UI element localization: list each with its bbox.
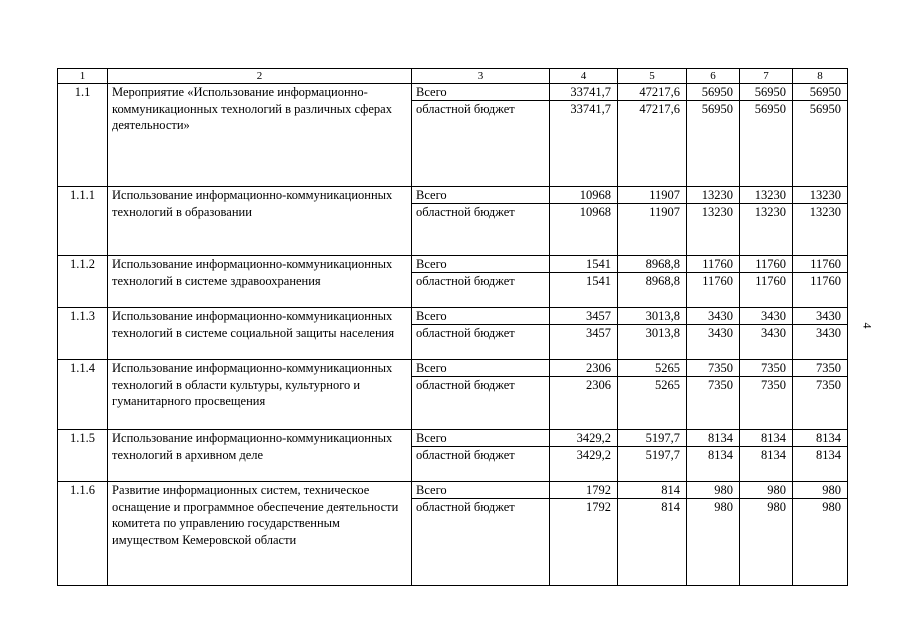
header-cell: 2 [108, 69, 412, 84]
source-regional-budget-label: областной бюджет [416, 102, 515, 116]
table-row [58, 187, 848, 256]
value-total: 980 [793, 482, 847, 499]
value-total: 8134 [793, 430, 847, 447]
header-cell: 5 [618, 69, 687, 84]
value-regional-budget: 7350 [708, 378, 733, 392]
value-total: 8134 [687, 430, 739, 447]
row-code: 1.1 [58, 84, 108, 187]
row-activity-name: Использование информационно-коммуникационных технологий в образовании [108, 187, 412, 256]
row-activity-name: Развитие информационных систем, техническое оснащение и программное обеспечение деятельности комитета по управлению государственным имуществом Кемеровской области [108, 482, 412, 586]
value-total: 3457 [550, 308, 617, 325]
value-regional-budget: 3429,2 [576, 448, 611, 462]
source-regional-budget-label: областной бюджет [416, 205, 515, 219]
page-number: 4 [860, 322, 875, 329]
source-total-label: Всего [412, 256, 549, 273]
value-regional-budget: 8134 [761, 448, 786, 462]
header-cell: 7 [740, 69, 793, 84]
row-funding-sources [412, 360, 550, 430]
source-regional-budget-label: областной бюджет [416, 274, 515, 288]
value-total: 13230 [740, 187, 792, 204]
value-column-8 [793, 308, 848, 360]
value-regional-budget: 7350 [761, 378, 786, 392]
value-column-8 [793, 84, 848, 187]
value-regional-budget: 8968,8 [645, 274, 680, 288]
value-regional-budget: 3430 [816, 326, 841, 340]
value-regional-budget: 7350 [816, 378, 841, 392]
row-code: 1.1.3 [58, 308, 108, 360]
value-column-5 [618, 187, 687, 256]
value-regional-budget: 56950 [701, 102, 733, 116]
source-total-label: Всего [412, 430, 549, 447]
table-row [58, 430, 848, 482]
value-regional-budget: 980 [822, 500, 841, 514]
value-regional-budget: 980 [714, 500, 733, 514]
source-total-label: Всего [412, 84, 549, 101]
value-column-4 [550, 84, 618, 187]
source-regional-budget-label: областной бюджет [416, 448, 515, 462]
value-total: 1792 [550, 482, 617, 499]
value-regional-budget: 56950 [809, 102, 841, 116]
row-activity-name: Мероприятие «Использование информационно-коммуникационных технологий в различных сферах деятельности» [108, 84, 412, 187]
value-regional-budget: 814 [661, 500, 680, 514]
value-column-7 [740, 430, 793, 482]
source-total-label: Всего [412, 187, 549, 204]
header-cell: 3 [412, 69, 550, 84]
value-column-7 [740, 84, 793, 187]
value-column-7 [740, 482, 793, 586]
value-column-8 [793, 360, 848, 430]
source-regional-budget-label: областной бюджет [416, 378, 515, 392]
value-regional-budget: 8134 [816, 448, 841, 462]
value-column-5 [618, 430, 687, 482]
value-total: 13230 [687, 187, 739, 204]
value-regional-budget: 3013,8 [645, 326, 680, 340]
value-total: 7350 [793, 360, 847, 377]
value-column-5 [618, 360, 687, 430]
value-column-6 [687, 256, 740, 308]
table-row [58, 256, 848, 308]
table-row [58, 360, 848, 430]
row-code: 1.1.1 [58, 187, 108, 256]
row-funding-sources [412, 482, 550, 586]
value-regional-budget: 1541 [586, 274, 611, 288]
value-total: 7350 [687, 360, 739, 377]
value-total: 3429,2 [550, 430, 617, 447]
value-regional-budget: 3430 [761, 326, 786, 340]
row-funding-sources [412, 84, 550, 187]
value-total: 33741,7 [550, 84, 617, 101]
header-cell: 8 [793, 69, 848, 84]
value-column-7 [740, 187, 793, 256]
source-regional-budget-label: областной бюджет [416, 326, 515, 340]
value-total: 7350 [740, 360, 792, 377]
value-regional-budget: 3430 [708, 326, 733, 340]
value-column-8 [793, 256, 848, 308]
budget-table [57, 68, 848, 586]
row-funding-sources [412, 308, 550, 360]
table-row [58, 84, 848, 187]
value-total: 5197,7 [618, 430, 686, 447]
value-regional-budget: 11907 [649, 205, 680, 219]
row-activity-name: Использование информационно-коммуникационных технологий в системе здравоохранения [108, 256, 412, 308]
value-total: 56950 [740, 84, 792, 101]
value-column-6 [687, 360, 740, 430]
row-code: 1.1.6 [58, 482, 108, 586]
value-column-8 [793, 430, 848, 482]
value-total: 11907 [618, 187, 686, 204]
value-column-4 [550, 482, 618, 586]
value-regional-budget: 33741,7 [570, 102, 611, 116]
value-column-8 [793, 482, 848, 586]
value-regional-budget: 13230 [754, 205, 786, 219]
value-total: 13230 [793, 187, 847, 204]
value-column-8 [793, 187, 848, 256]
row-activity-name: Использование информационно-коммуникационных технологий в архивном деле [108, 430, 412, 482]
value-column-4 [550, 256, 618, 308]
value-regional-budget: 13230 [809, 205, 841, 219]
value-total: 3430 [687, 308, 739, 325]
value-total: 8968,8 [618, 256, 686, 273]
source-total-label: Всего [412, 360, 549, 377]
value-total: 11760 [740, 256, 792, 273]
value-column-6 [687, 482, 740, 586]
value-regional-budget: 13230 [701, 205, 733, 219]
value-total: 10968 [550, 187, 617, 204]
value-regional-budget: 3457 [586, 326, 611, 340]
row-activity-name: Использование информационно-коммуникационных технологий в области культуры, культурного и гуманитарного просвещения [108, 360, 412, 430]
value-column-7 [740, 256, 793, 308]
value-total: 5265 [618, 360, 686, 377]
value-total: 980 [687, 482, 739, 499]
value-column-7 [740, 360, 793, 430]
row-code: 1.1.4 [58, 360, 108, 430]
header-cell: 6 [687, 69, 740, 84]
value-total: 8134 [740, 430, 792, 447]
value-total: 1541 [550, 256, 617, 273]
value-regional-budget: 10968 [579, 205, 611, 219]
value-column-4 [550, 360, 618, 430]
value-total: 3430 [793, 308, 847, 325]
value-regional-budget: 11760 [702, 274, 733, 288]
source-total-label: Всего [412, 482, 549, 499]
source-regional-budget-label: областной бюджет [416, 500, 515, 514]
row-funding-sources [412, 256, 550, 308]
value-column-6 [687, 84, 740, 187]
row-code: 1.1.5 [58, 430, 108, 482]
value-total: 814 [618, 482, 686, 499]
header-cell: 4 [550, 69, 618, 84]
value-column-4 [550, 430, 618, 482]
value-regional-budget: 5265 [655, 378, 680, 392]
value-column-6 [687, 187, 740, 256]
value-column-5 [618, 308, 687, 360]
row-code: 1.1.2 [58, 256, 108, 308]
value-regional-budget: 8134 [708, 448, 733, 462]
table-row [58, 308, 848, 360]
value-column-5 [618, 256, 687, 308]
value-regional-budget: 47217,6 [639, 102, 680, 116]
value-regional-budget: 11760 [810, 274, 841, 288]
table-row [58, 482, 848, 586]
value-regional-budget: 11760 [755, 274, 786, 288]
value-column-6 [687, 308, 740, 360]
value-column-4 [550, 308, 618, 360]
value-column-5 [618, 482, 687, 586]
value-total: 980 [740, 482, 792, 499]
value-regional-budget: 5197,7 [645, 448, 680, 462]
value-column-6 [687, 430, 740, 482]
row-funding-sources [412, 187, 550, 256]
value-total: 56950 [687, 84, 739, 101]
value-total: 56950 [793, 84, 847, 101]
value-total: 3430 [740, 308, 792, 325]
table-header-row [58, 69, 848, 84]
row-activity-name: Использование информационно-коммуникационных технологий в системе социальной защиты населения [108, 308, 412, 360]
value-total: 2306 [550, 360, 617, 377]
value-column-5 [618, 84, 687, 187]
row-funding-sources [412, 430, 550, 482]
header-cell: 1 [58, 69, 108, 84]
value-total: 47217,6 [618, 84, 686, 101]
value-regional-budget: 2306 [586, 378, 611, 392]
value-total: 3013,8 [618, 308, 686, 325]
value-column-4 [550, 187, 618, 256]
value-regional-budget: 56950 [754, 102, 786, 116]
value-column-7 [740, 308, 793, 360]
value-total: 11760 [793, 256, 847, 273]
value-regional-budget: 980 [767, 500, 786, 514]
value-total: 11760 [687, 256, 739, 273]
value-regional-budget: 1792 [586, 500, 611, 514]
source-total-label: Всего [412, 308, 549, 325]
